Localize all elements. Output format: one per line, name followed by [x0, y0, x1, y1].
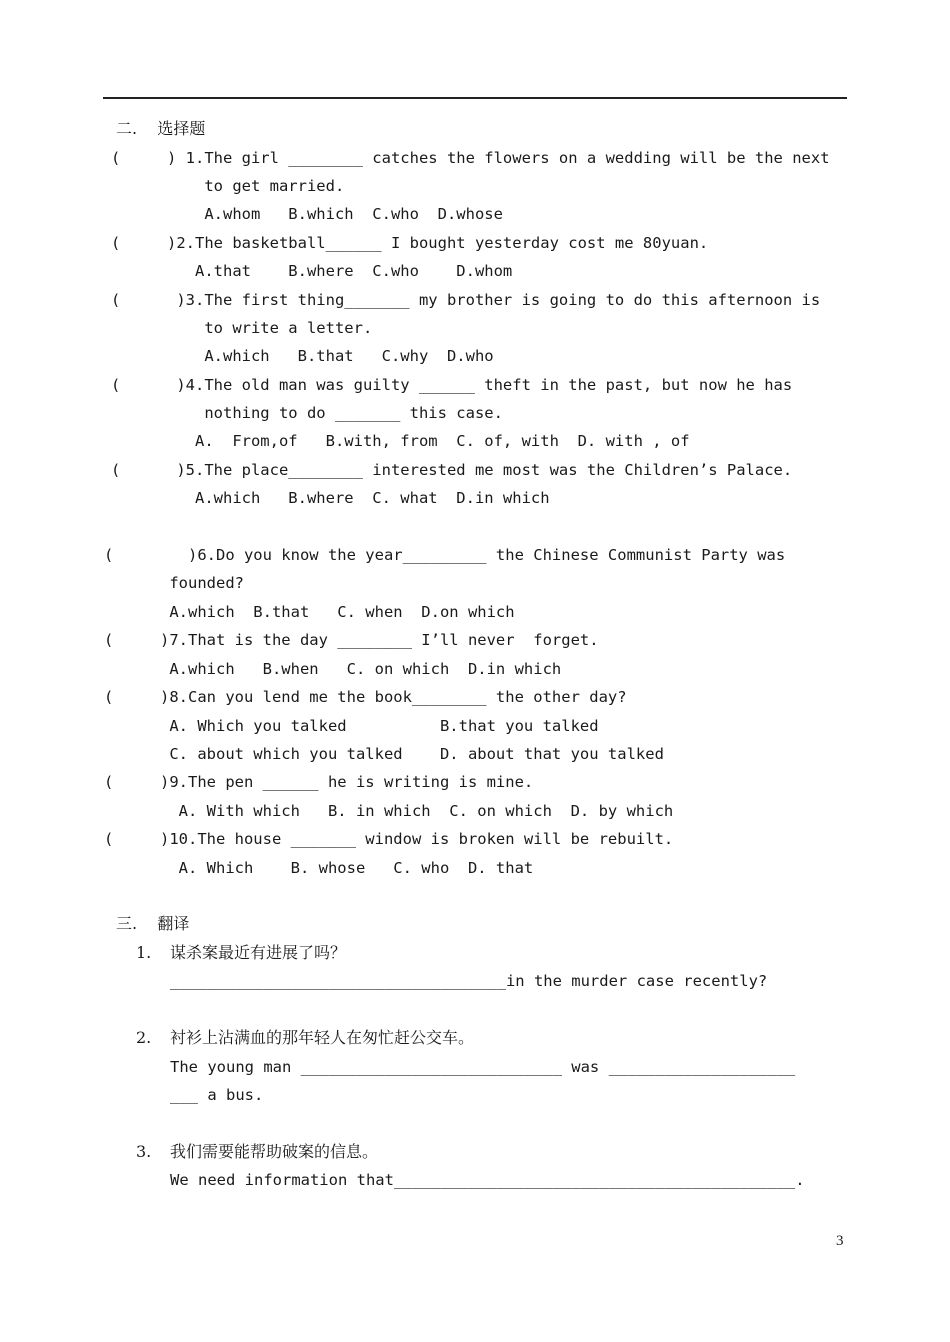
question-9-line: ( )9.The pen ______ he is writing is mine.: [104, 773, 534, 791]
translation-2-chinese: 衬衫上沾满血的那年轻人在匆忙赶公交车。: [170, 1028, 475, 1047]
question-3-cont: to write a letter.: [111, 319, 373, 337]
translation-1-number: 1.: [136, 943, 152, 962]
section-heading-choice: 二. 选择题: [116, 119, 206, 138]
translation-2-answer-cont: ___ a bus.: [170, 1086, 264, 1104]
question-8-options-b: C. about which you talked D. about that you talked: [104, 745, 664, 763]
question-5-line: ( )5.The place________ interested me most was the Children’s Palace.: [111, 461, 793, 479]
translation-3-answer: We need information that___________________________________________.: [170, 1171, 805, 1189]
translation-1-chinese: 谋杀案最近有进展了吗？: [170, 943, 347, 962]
header-rule: [103, 97, 847, 99]
question-8-options-a: A. Which you talked B.that you talked: [104, 717, 599, 735]
question-6-cont: founded?: [104, 574, 244, 592]
section-heading-translation: 三. 翻译: [116, 914, 190, 933]
question-5-options: A.which B.where C. what D.in which: [111, 489, 550, 507]
question-7-options: A.which B.when C. on which D.in which: [104, 660, 562, 678]
page-number: 3: [836, 1233, 844, 1249]
question-9-options: A. With which B. in which C. on which D. by which: [104, 802, 674, 820]
question-2-line: ( )2.The basketball______ I bought yesterday cost me 80yuan.: [111, 234, 709, 252]
question-10-options: A. Which B. whose C. who D. that: [104, 859, 534, 877]
translation-3-chinese: 我们需要能帮助破案的信息。: [170, 1142, 379, 1161]
translation-1-answer: ____________________________________in the murder case recently?: [170, 972, 768, 990]
question-1-line: ( ) 1.The girl ________ catches the flowers on a wedding will be the next: [111, 149, 830, 167]
translation-2-answer: The young man ____________________________ was ____________________: [170, 1058, 796, 1076]
question-1-options: A.whom B.which C.who D.whose: [111, 205, 503, 223]
question-7-line: ( )7.That is the day ________ I’ll never forget.: [104, 631, 599, 649]
question-1-cont: to get married.: [111, 177, 345, 195]
question-3-line: ( )3.The first thing_______ my brother is going to do this afternoon is: [111, 291, 821, 309]
question-6-options: A.which B.that C. when D.on which: [104, 603, 515, 621]
question-10-line: ( )10.The house _______ window is broken will be rebuilt.: [104, 830, 674, 848]
question-4-cont: nothing to do _______ this case.: [111, 404, 503, 422]
question-4-options: A. From,of B.with, from C. of, with D. with , of: [111, 432, 690, 450]
question-8-line: ( )8.Can you lend me the book________ the other day?: [104, 688, 627, 706]
question-2-options: A.that B.where C.who D.whom: [111, 262, 513, 280]
question-6-line: ( )6.Do you know the year_________ the Chinese Communist Party was: [104, 546, 786, 564]
translation-3-number: 3.: [136, 1142, 152, 1161]
question-4-line: ( )4.The old man was guilty ______ theft in the past, but now he has: [111, 376, 793, 394]
translation-2-number: 2.: [136, 1028, 152, 1047]
question-3-options: A.which B.that C.why D.who: [111, 347, 494, 365]
